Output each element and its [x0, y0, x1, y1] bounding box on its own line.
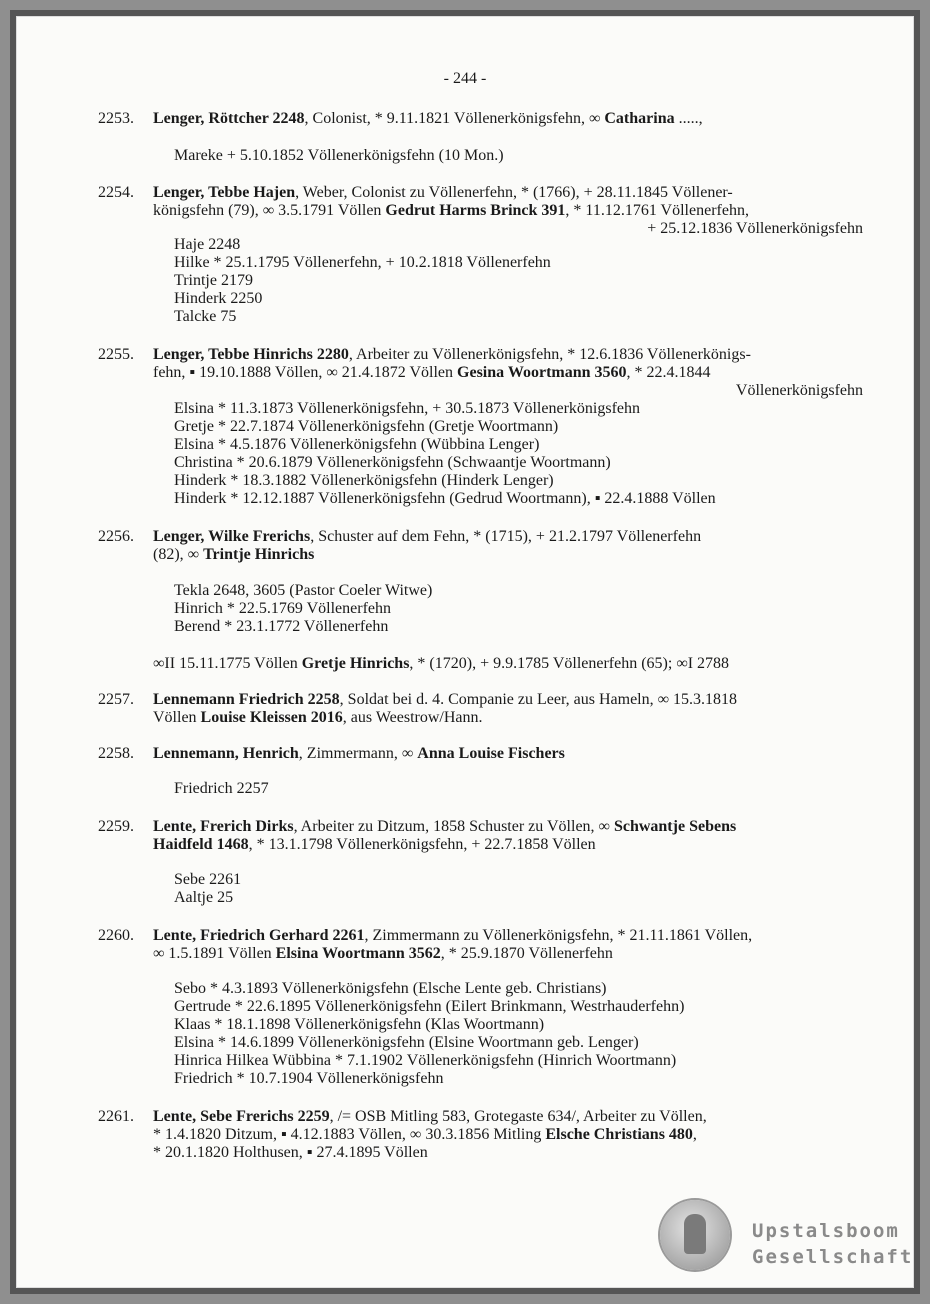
spouse-name: Gesina Woortmann 3560 [457, 364, 627, 381]
child-line: Mareke + 5.10.1852 Völlenerkönigsfehn (10 Mon.) [174, 147, 504, 164]
person-name: Lenger, Tebbe Hajen [153, 184, 296, 201]
entry-number: 2260. [98, 927, 134, 944]
child-line: Elsina * 4.5.1876 Völlenerkönigsfehn (Wübbina Lenger) [174, 436, 540, 453]
spouse-name-cont: Haidfeld 1468 [153, 836, 249, 853]
child-line: Haje 2248 [174, 236, 241, 253]
entry-number: 2258. [98, 745, 134, 762]
child-line: Talcke 75 [174, 308, 237, 325]
person-name: Lente, Friedrich Gerhard 2261 [153, 927, 365, 944]
child-line: Elsina * 11.3.1873 Völlenerkönigsfehn, + 30.5.1873 Völlenerkönigsfehn [174, 400, 640, 417]
child-line: Hinderk * 18.3.1882 Völlenerkönigsfehn (Hinderk Lenger) [174, 472, 554, 489]
entry-number: 2254. [98, 184, 134, 201]
spouse-name: Anna Louise Fischers [417, 745, 565, 762]
entry-number: 2261. [98, 1108, 134, 1125]
spouse-name: Elsche Christians 480 [545, 1126, 693, 1143]
spouse-name: Schwantje Sebens [613, 818, 737, 835]
person-name: Lente, Sebe Frerichs 2259 [153, 1108, 330, 1125]
child-line: Hilke * 25.1.1795 Völlenerfehn, + 10.2.1818 Völlenerfehn [174, 254, 551, 271]
person-name: Lennemann, Henrich [153, 745, 299, 762]
child-line: Gretje * 22.7.1874 Völlenerkönigsfehn (Gretje Woortmann) [174, 418, 559, 435]
entry-number: 2256. [98, 528, 134, 545]
society-name: Upstalsboom Gesellschaft [752, 1220, 914, 1268]
child-line: Hinrich * 22.5.1769 Völlenerfehn [174, 600, 391, 617]
child-line: Christina * 20.6.1879 Völlenerkönigsfehn (Schwaantje Woortmann) [174, 454, 611, 471]
society-seal-icon [660, 1200, 730, 1270]
spouse-name: Gretje Hinrichs [301, 655, 410, 672]
page-number: - 244 - [443, 70, 487, 87]
child-line: Hinderk 2250 [174, 290, 263, 307]
child-line: Tekla 2648, 3605 (Pastor Coeler Witwe) [174, 582, 433, 599]
child-line: Sebe 2261 [174, 871, 242, 888]
child-line: Elsina * 14.6.1899 Völlenerkönigsfehn (Elsine Woortmann geb. Lenger) [174, 1034, 639, 1051]
spouse-name: Louise Kleissen 2016 [200, 709, 343, 726]
entry-number: 2253. [98, 110, 134, 127]
entry-number: 2259. [98, 818, 134, 835]
spouse-name: Catharina [604, 110, 675, 127]
entry-number: 2255. [98, 346, 134, 363]
person-name: Lennemann Friedrich 2258 [153, 691, 340, 708]
child-line: Sebo * 4.3.1893 Völlenerkönigsfehn (Elsche Lente geb. Christians) [174, 980, 607, 997]
entry-number: 2257. [98, 691, 134, 708]
child-line: Berend * 23.1.1772 Völlenerfehn [174, 618, 389, 635]
second-marriage: ∞II 15.11.1775 Völlen Gretje Hinrichs, * (1720), + 9.9.1785 Völlenerfehn (65); ∞I 2788 [153, 655, 730, 672]
child-line: Aaltje 25 [174, 889, 234, 906]
spouse-name: Elsina Woortmann 3562 [275, 945, 441, 962]
person-name: Lenger, Röttcher 2248 [153, 110, 305, 127]
child-line: Klaas * 18.1.1898 Völlenerkönigsfehn (Klas Woortmann) [174, 1016, 545, 1033]
person-name: Lente, Frerich Dirks [153, 818, 294, 835]
child-line: Trintje 2179 [174, 272, 253, 289]
spouse-name: Gedrut Harms Brinck 391 [385, 202, 566, 219]
child-line: Gertrude * 22.6.1895 Völlenerkönigsfehn (Eilert Brinkmann, Westrhauderfehn) [174, 998, 685, 1015]
person-name: Lenger, Tebbe Hinrichs 2280 [153, 346, 349, 363]
child-line: Hinderk * 12.12.1887 Völlenerkönigsfehn (Gedrud Woortmann), ▪ 22.4.1888 Völlen [174, 490, 716, 507]
person-name: Lenger, Wilke Frerichs [153, 528, 311, 545]
child-line: Friedrich * 10.7.1904 Völlenerkönigsfehn [174, 1070, 444, 1087]
child-line: Hinrica Hilkea Wübbina * 7.1.1902 Völlenerkönigsfehn (Hinrich Woortmann) [174, 1052, 677, 1069]
child-line: Friedrich 2257 [174, 780, 269, 797]
spouse-name: Trintje Hinrichs [203, 546, 315, 563]
